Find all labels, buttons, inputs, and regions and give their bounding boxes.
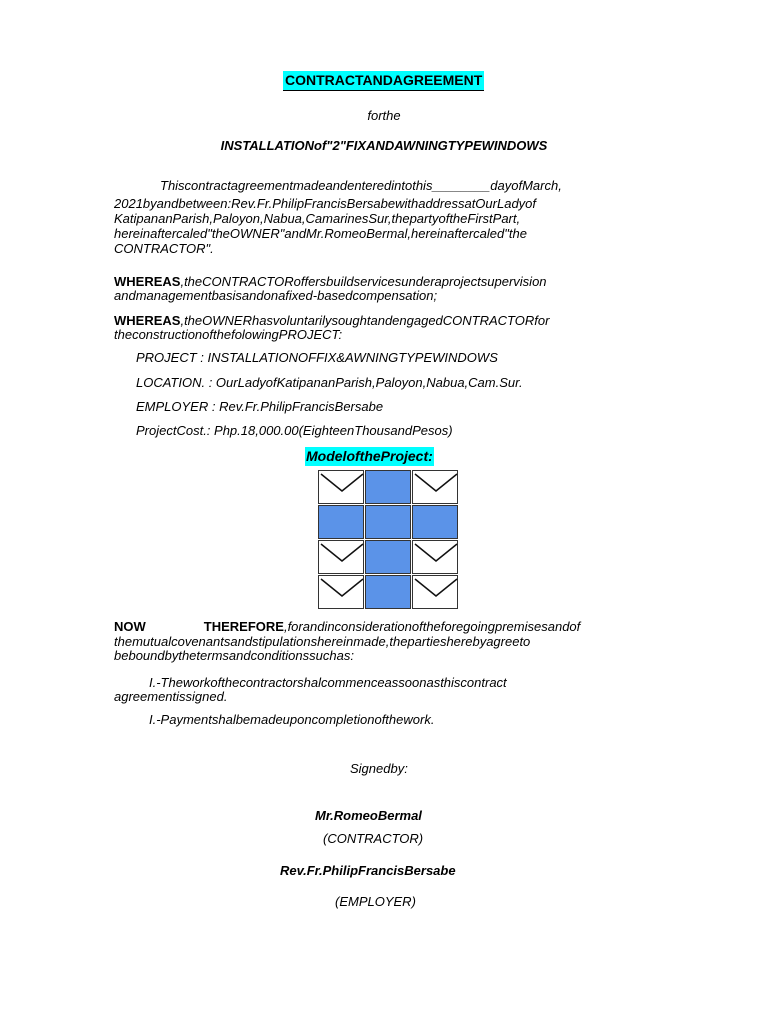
envelope-icon [319, 576, 365, 610]
document-title: CONTRACTANDAGREEMENT [283, 71, 484, 91]
whereas-text: ,theOWNERhasvoluntarilysoughtandengagedCONTRACTORfor [180, 313, 550, 328]
whereas-keyword: WHEREAS [114, 274, 181, 289]
intro-line: Thiscontractagreementmadeandenteredintothis________dayofMarch, [160, 178, 562, 193]
project-detail-line: EMPLOYER : Rev.Fr.PhilipFrancisBersabe [136, 399, 384, 414]
envelope-icon [413, 541, 459, 575]
intro-line: CONTRACTOR". [114, 241, 214, 256]
fixed-window-pane [365, 505, 411, 539]
fixed-window-pane [365, 540, 411, 574]
awning-window-pane [318, 540, 364, 574]
whereas-text: theconstructionofthefolowingPROJECT: [114, 327, 343, 342]
signatory-role: (CONTRACTOR) [323, 831, 424, 846]
whereas-text: ,theCONTRACTORoffersbuildservicesunderaprojectsupervision [180, 274, 547, 289]
document-subtitle: INSTALLATIONof"2"FIXANDAWNINGTYPEWINDOWS [220, 138, 548, 153]
project-detail-line: ProjectCost.: Php.18,000.00(EighteenThousandPesos) [136, 423, 453, 438]
signatory-name: Mr.RomeoBermal [315, 808, 422, 823]
term-line: I.-Paymentshalbemadeuponcompletionofthework. [149, 712, 435, 727]
fixed-window-pane [318, 505, 364, 539]
now-therefore-text: beboundbythetermsandconditionssuchas: [114, 648, 354, 663]
envelope-icon [319, 541, 365, 575]
whereas-keyword: WHEREAS [114, 313, 181, 328]
signed-by-label: Signedby: [350, 761, 408, 776]
therefore-keyword: THEREFORE [203, 619, 284, 634]
now-keyword: NOW [114, 619, 146, 634]
signatory-name: Rev.Fr.PhilipFrancisBersabe [280, 863, 456, 878]
project-detail-line: LOCATION. : OurLadyofKatipananParish,Paloyon,Nabua,Cam.Sur. [136, 375, 523, 390]
envelope-icon [413, 471, 459, 505]
fixed-window-pane [365, 470, 411, 504]
envelope-icon [413, 576, 459, 610]
awning-window-pane [318, 470, 364, 504]
fixed-window-pane [412, 505, 458, 539]
awning-window-pane [412, 470, 458, 504]
term-line: I.-Theworkofthecontractorshalcommenceassoonasthiscontract [149, 675, 507, 690]
whereas-text: andmanagementbasisandonafixed-basedcompensation; [114, 288, 438, 303]
awning-window-pane [318, 575, 364, 609]
awning-window-pane [412, 540, 458, 574]
now-therefore-text: ,forandinconsiderationoftheforegoingpremisesandof [283, 619, 581, 634]
awning-window-pane [412, 575, 458, 609]
window-model-figure [318, 470, 458, 610]
fixed-window-pane [365, 575, 411, 609]
intro-line: 2021byandbetween:Rev.Fr.PhilipFrancisBersabewithaddressatOurLadyof [114, 196, 537, 211]
project-detail-line: PROJECT : INSTALLATIONOFFIX&AWNINGTYPEWINDOWS [136, 350, 498, 365]
signatory-role: (EMPLOYER) [335, 894, 416, 909]
model-heading: ModeloftheProject: [306, 448, 433, 464]
envelope-icon [319, 471, 365, 505]
intro-line: hereinaftercaled"theOWNER"andMr.RomeoBermal,hereinaftercaled"the [114, 226, 527, 241]
intro-line: KatipananParish,Paloyon,Nabua,CamarinesSur,thepartyoftheFirstPart, [114, 211, 521, 226]
for-the-text: forthe [367, 108, 401, 123]
now-therefore-text: themutualcovenantsandstipulationshereinmade,thepartiesherebyagreeto [114, 634, 531, 649]
term-line: agreementissigned. [114, 689, 228, 704]
